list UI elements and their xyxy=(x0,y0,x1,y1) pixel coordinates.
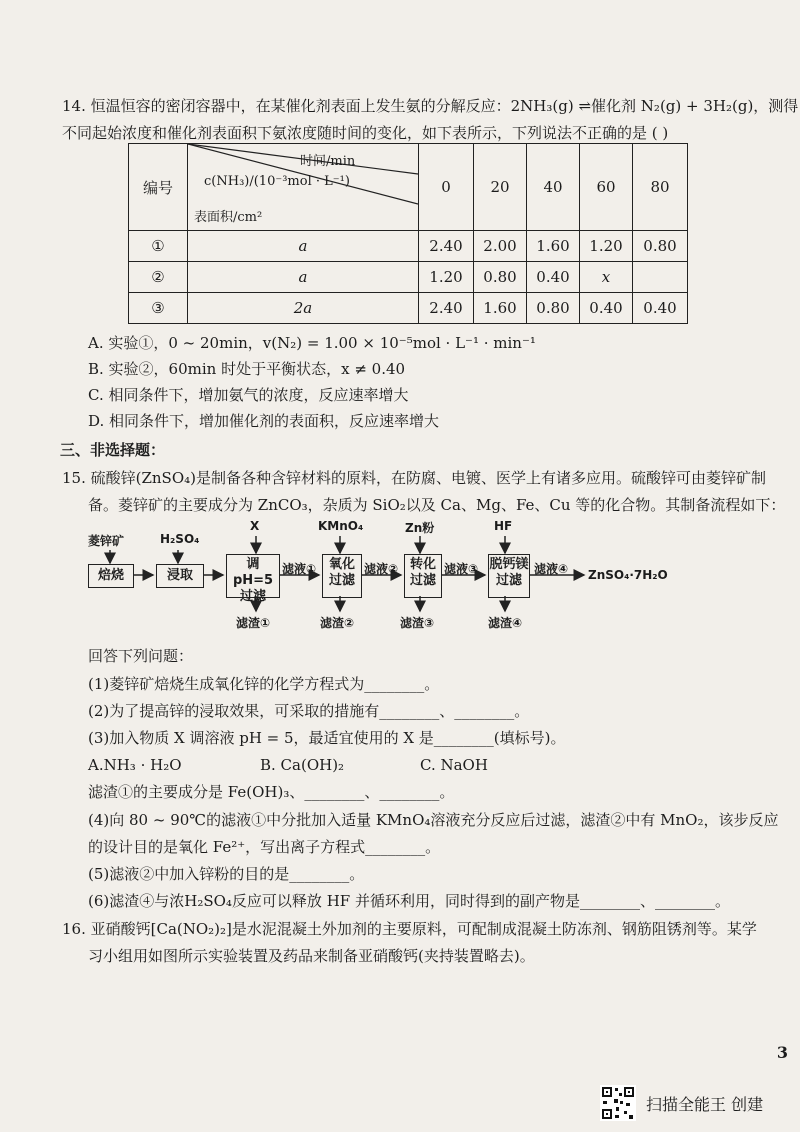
label-zn: Zn粉 xyxy=(405,521,435,535)
step-oxidize-bottom: 过滤 xyxy=(328,573,355,588)
q15-sub3b: 滤渣①的主要成分是 Fe(OH)₃、________、________。 xyxy=(88,783,455,801)
q15-line1: 15. 硫酸锌(ZnSO₄)是制备各种含锌材料的原料，在防腐、电镀、医学上有诸多应用。硫酸锌可由菱锌矿制 xyxy=(62,469,767,487)
label-x: X xyxy=(250,519,260,533)
time-0: 0 xyxy=(419,144,474,231)
cell: 2.40 xyxy=(419,293,474,324)
step-oxidize-top: 氧化 xyxy=(328,557,355,572)
cell: 0.80 xyxy=(474,262,527,293)
residue-2: 滤渣② xyxy=(320,616,355,630)
q15-sub6: (6)滤渣④与浓H₂SO₄反应可以释放 HF 并循环利用，同时得到的副产物是________、________。 xyxy=(88,892,730,910)
scanner-brand: 扫描全能王 创建 xyxy=(646,1095,764,1114)
row-area: a xyxy=(188,262,419,293)
q15-sub3-opt-b: B. Ca(OH)₂ xyxy=(260,756,345,774)
q15-sub4-line1: (4)向 80 ~ 90℃的滤液①中分批加入适量 KMnO₄溶液充分反应后过滤，滤渣②中有 MnO₂，该步反应 xyxy=(88,811,779,829)
header-conc: c(NH₃)/(10⁻³mol · L⁻¹) xyxy=(204,174,350,189)
q15-sub5: (5)滤液②中加入锌粉的目的是________。 xyxy=(88,865,365,883)
label-h2so4: H₂SO₄ xyxy=(160,532,200,546)
filtrate-1: 滤液① xyxy=(282,562,317,576)
row-id: ② xyxy=(129,262,188,293)
filtrate-3: 滤液③ xyxy=(444,562,479,576)
q15-sub4-line2: 的设计目的是氧化 Fe²⁺，写出离子方程式________。 xyxy=(88,838,441,856)
q14-option-d: D. 相同条件下，增加催化剂的表面积，反应速率增大 xyxy=(88,412,440,430)
cell: 1.20 xyxy=(419,262,474,293)
row-id: ① xyxy=(129,231,188,262)
cell: 0.40 xyxy=(527,262,580,293)
q15-sub1: (1)菱锌矿焙烧生成氧化锌的化学方程式为________。 xyxy=(88,675,440,693)
row-area: a xyxy=(188,231,419,262)
label-ore: 菱锌矿 xyxy=(88,534,125,548)
q14-line1: 14. 恒温恒容的密闭容器中，在某催化剂表面上发生氨的分解反应：2NH₃(g) ⇌催化剂 N₂(g) + 3H₂(g)，测得 xyxy=(62,97,799,115)
residue-3: 滤渣③ xyxy=(400,616,435,630)
time-20: 20 xyxy=(474,144,527,231)
step-oxidize xyxy=(322,554,362,598)
label-hf: HF xyxy=(494,519,513,533)
step-convert-top: 转化 xyxy=(409,557,436,572)
filtrate-4: 滤液④ xyxy=(534,562,569,576)
q15-line2: 备。菱锌矿的主要成分为 ZnCO₃，杂质为 SiO₂以及 Ca、Mg、Fe、Cu 等的化合物。其制备流程如下： xyxy=(88,496,786,514)
step-remove-ca-mg xyxy=(488,554,530,598)
cell: 0.40 xyxy=(580,293,633,324)
cell: 0.80 xyxy=(527,293,580,324)
page-number: 3 xyxy=(776,1043,788,1062)
time-40: 40 xyxy=(527,144,580,231)
step-remove-ca-mg-bottom: 过滤 xyxy=(495,573,522,588)
row-area: 2a xyxy=(188,293,419,324)
time-80: 80 xyxy=(633,144,688,231)
q16-line2: 习小组用如图所示实验装置及药品来制备亚硝酸钙(夹持装置略去)。 xyxy=(88,947,535,965)
q15-sub3: (3)加入物质 X 调溶液 pH = 5，最适宜使用的 X 是________(填标号)。 xyxy=(88,729,566,747)
cell: 1.60 xyxy=(527,231,580,262)
step-adjust-ph xyxy=(226,554,280,604)
q14-option-b: B. 实验②，60min 时处于平衡状态，x ≠ 0.40 xyxy=(88,360,406,378)
product-label: ZnSO₄·7H₂O xyxy=(588,568,668,582)
q14-option-a: A. 实验①，0 ~ 20min，v(N₂) = 1.00 × 10⁻⁵mol · L⁻¹ · min⁻¹ xyxy=(88,334,536,352)
step-roast: 焙烧 xyxy=(88,564,134,588)
cell: 0.80 xyxy=(633,231,688,262)
cell: 0.40 xyxy=(633,293,688,324)
q16-line1: 16. 亚硝酸钙[Ca(NO₂)₂]是水泥混凝土外加剂的主要原料，可配制成混凝土防冻剂、钢筋阻锈剂等。某学 xyxy=(62,920,757,938)
cell: 2.00 xyxy=(474,231,527,262)
header-area: 表面积/cm² xyxy=(194,210,263,225)
q14-line2: 不同起始浓度和催化剂表面积下氨浓度随时间的变化，如下表所示，下列说法不正确的是 ( ) xyxy=(62,124,669,142)
q14-option-c: C. 相同条件下，增加氨气的浓度，反应速率增大 xyxy=(88,386,409,404)
step-adjust-ph-bottom: 过滤 xyxy=(239,589,266,604)
row-id: ③ xyxy=(129,293,188,324)
cell: 2.40 xyxy=(419,231,474,262)
label-kmno4: KMnO₄ xyxy=(318,519,364,533)
cell: x xyxy=(580,262,633,293)
qr-code-icon xyxy=(600,1085,636,1121)
residue-4: 滤渣④ xyxy=(488,616,523,630)
col-header-id: 编号 xyxy=(129,144,188,231)
time-60: 60 xyxy=(580,144,633,231)
step-leach: 浸取 xyxy=(156,564,204,588)
q15-sub3-opt-a: A.NH₃ · H₂O xyxy=(88,756,182,774)
filtrate-2: 滤液② xyxy=(364,562,399,576)
step-adjust-ph-top: 调pH=5 xyxy=(232,557,274,588)
residue-1: 滤渣① xyxy=(236,616,271,630)
header-time: 时间/min xyxy=(300,154,356,169)
q15-sub2: (2)为了提高锌的浸取效果，可采取的措施有________、________。 xyxy=(88,702,530,720)
step-convert xyxy=(404,554,442,598)
step-remove-ca-mg-top: 脱钙镁 xyxy=(489,557,529,572)
step-convert-bottom: 过滤 xyxy=(409,573,436,588)
cell: 1.20 xyxy=(580,231,633,262)
q15-prompt: 回答下列问题： xyxy=(88,647,194,665)
cell: 1.60 xyxy=(474,293,527,324)
section-heading: 三、非选择题： xyxy=(60,441,166,459)
q15-sub3-opt-c: C. NaOH xyxy=(420,756,488,774)
